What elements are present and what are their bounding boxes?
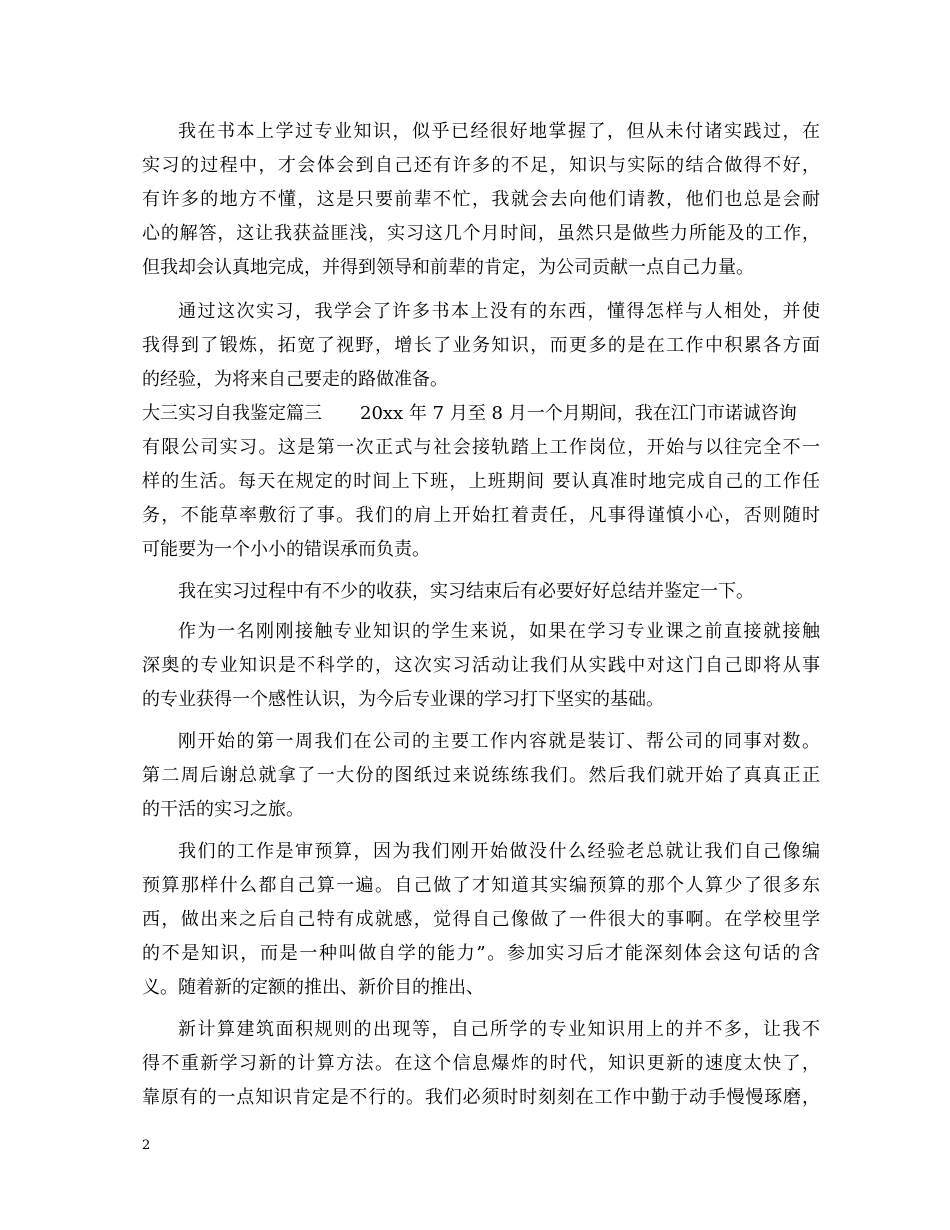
page-number: 2 (142, 1138, 151, 1153)
paragraph-line: 实习的过程中，才会体会到自己还有许多的不足，知识与实际的结合做得不好， (142, 155, 820, 176)
paragraph-line: 西，做出来之后自己特有成就感，觉得自己像做了一件很大的事啊。在学校里学 (142, 909, 820, 930)
paragraph-line: 通过这次实习，我学会了许多书本上没有的东西，懂得怎样与人相处，并使 (178, 301, 820, 322)
paragraph-line: 的经验，为将来自己要走的路做准备。 (142, 369, 448, 390)
paragraph-line: 第二周后谢总就拿了一大份的图纸过来说练练我们。然后我们就开始了真真正正 (142, 765, 820, 786)
paragraph-line: 新计算建筑面积规则的出现等，自己所学的专业知识用上的并不多，让我不 (178, 1019, 820, 1040)
paragraph-line: 的专业获得一个感性认识，为今后专业课的学习打下坚实的基础。 (142, 689, 664, 710)
paragraph-line: 心的解答，这让我获益匪浅，实习这几个月时间，虽然只是做些力所能及的工作， (142, 223, 820, 244)
paragraph-line: 靠原有的一点知识肯定是不行的。我们必须时时刻刻在工作中勤于动手慢慢琢磨， (142, 1087, 820, 1108)
paragraph-line: 的干活的实习之旅。 (142, 799, 304, 820)
paragraph-line: 可能要为一个小小的错误承而负责。 (142, 539, 430, 560)
paragraph-line: 但我却会认真地完成，并得到领导和前辈的肯定，为公司贡献一点自己力量。 (142, 257, 754, 278)
paragraph-line: 深奥的专业知识是不科学的，这次实习活动让我们从实践中对这门自己即将从事 (142, 655, 820, 676)
paragraph-line-start: 20xx 年 7 月至 8 月一个月期间，我在江门市诺诚咨询 (360, 403, 797, 424)
paragraph-line: 样的生活。每天在规定的时间上下班，上班期间 要认真准时地完成自己的工作任 (142, 471, 820, 492)
paragraph-line: 有许多的地方不懂，这是只要前辈不忙，我就会去向他们请教，他们也总是会耐 (142, 189, 820, 210)
section-heading-line (142, 397, 820, 431)
paragraph-line: 预算那样什么都自己算一遍。自己做了才知道其实编预算的那个人算少了很多东 (142, 875, 820, 896)
paragraph-line: 我在实习过程中有不少的收获，实习结束后有必要好好总结并鉴定一下。 (178, 581, 754, 602)
paragraph-line: 务，不能草率敷衍了事。我们的肩上开始扛着责任，凡事得谨慎小心，否则随时 (142, 505, 820, 526)
paragraph-line: 刚开始的第一周我们在公司的主要工作内容就是装订、帮公司的同事对数。 (178, 731, 820, 752)
paragraph-line: 我得到了锻炼，拓宽了视野，增长了业务知识，而更多的是在工作中积累各方面 (142, 335, 820, 356)
section-heading: 大三实习自我鉴定篇三 (142, 403, 322, 424)
paragraph-line: 的不是知识，而是一种叫做自学的能力”。参加实习后才能深刻体会这句话的含 (142, 943, 820, 964)
paragraph-line: 我在书本上学过专业知识，似乎已经很好地掌握了，但从未付诸实践过，在 (178, 121, 820, 142)
paragraph-line: 义。随着新的定额的推出、新价目的推出、 (142, 977, 484, 998)
paragraph-line: 我们的工作是审预算，因为我们刚开始做没什么经验老总就让我们自己像编 (178, 841, 820, 862)
paragraph-line: 得不重新学习新的计算方法。在这个信息爆炸的时代，知识更新的速度太快了， (142, 1053, 820, 1074)
paragraph-line: 有限公司实习。这是第一次正式与社会接轨踏上工作岗位，开始与以往完全不一 (142, 437, 820, 458)
paragraph-line: 作为一名刚刚接触专业知识的学生来说，如果在学习专业课之前直接就接触 (178, 621, 820, 642)
